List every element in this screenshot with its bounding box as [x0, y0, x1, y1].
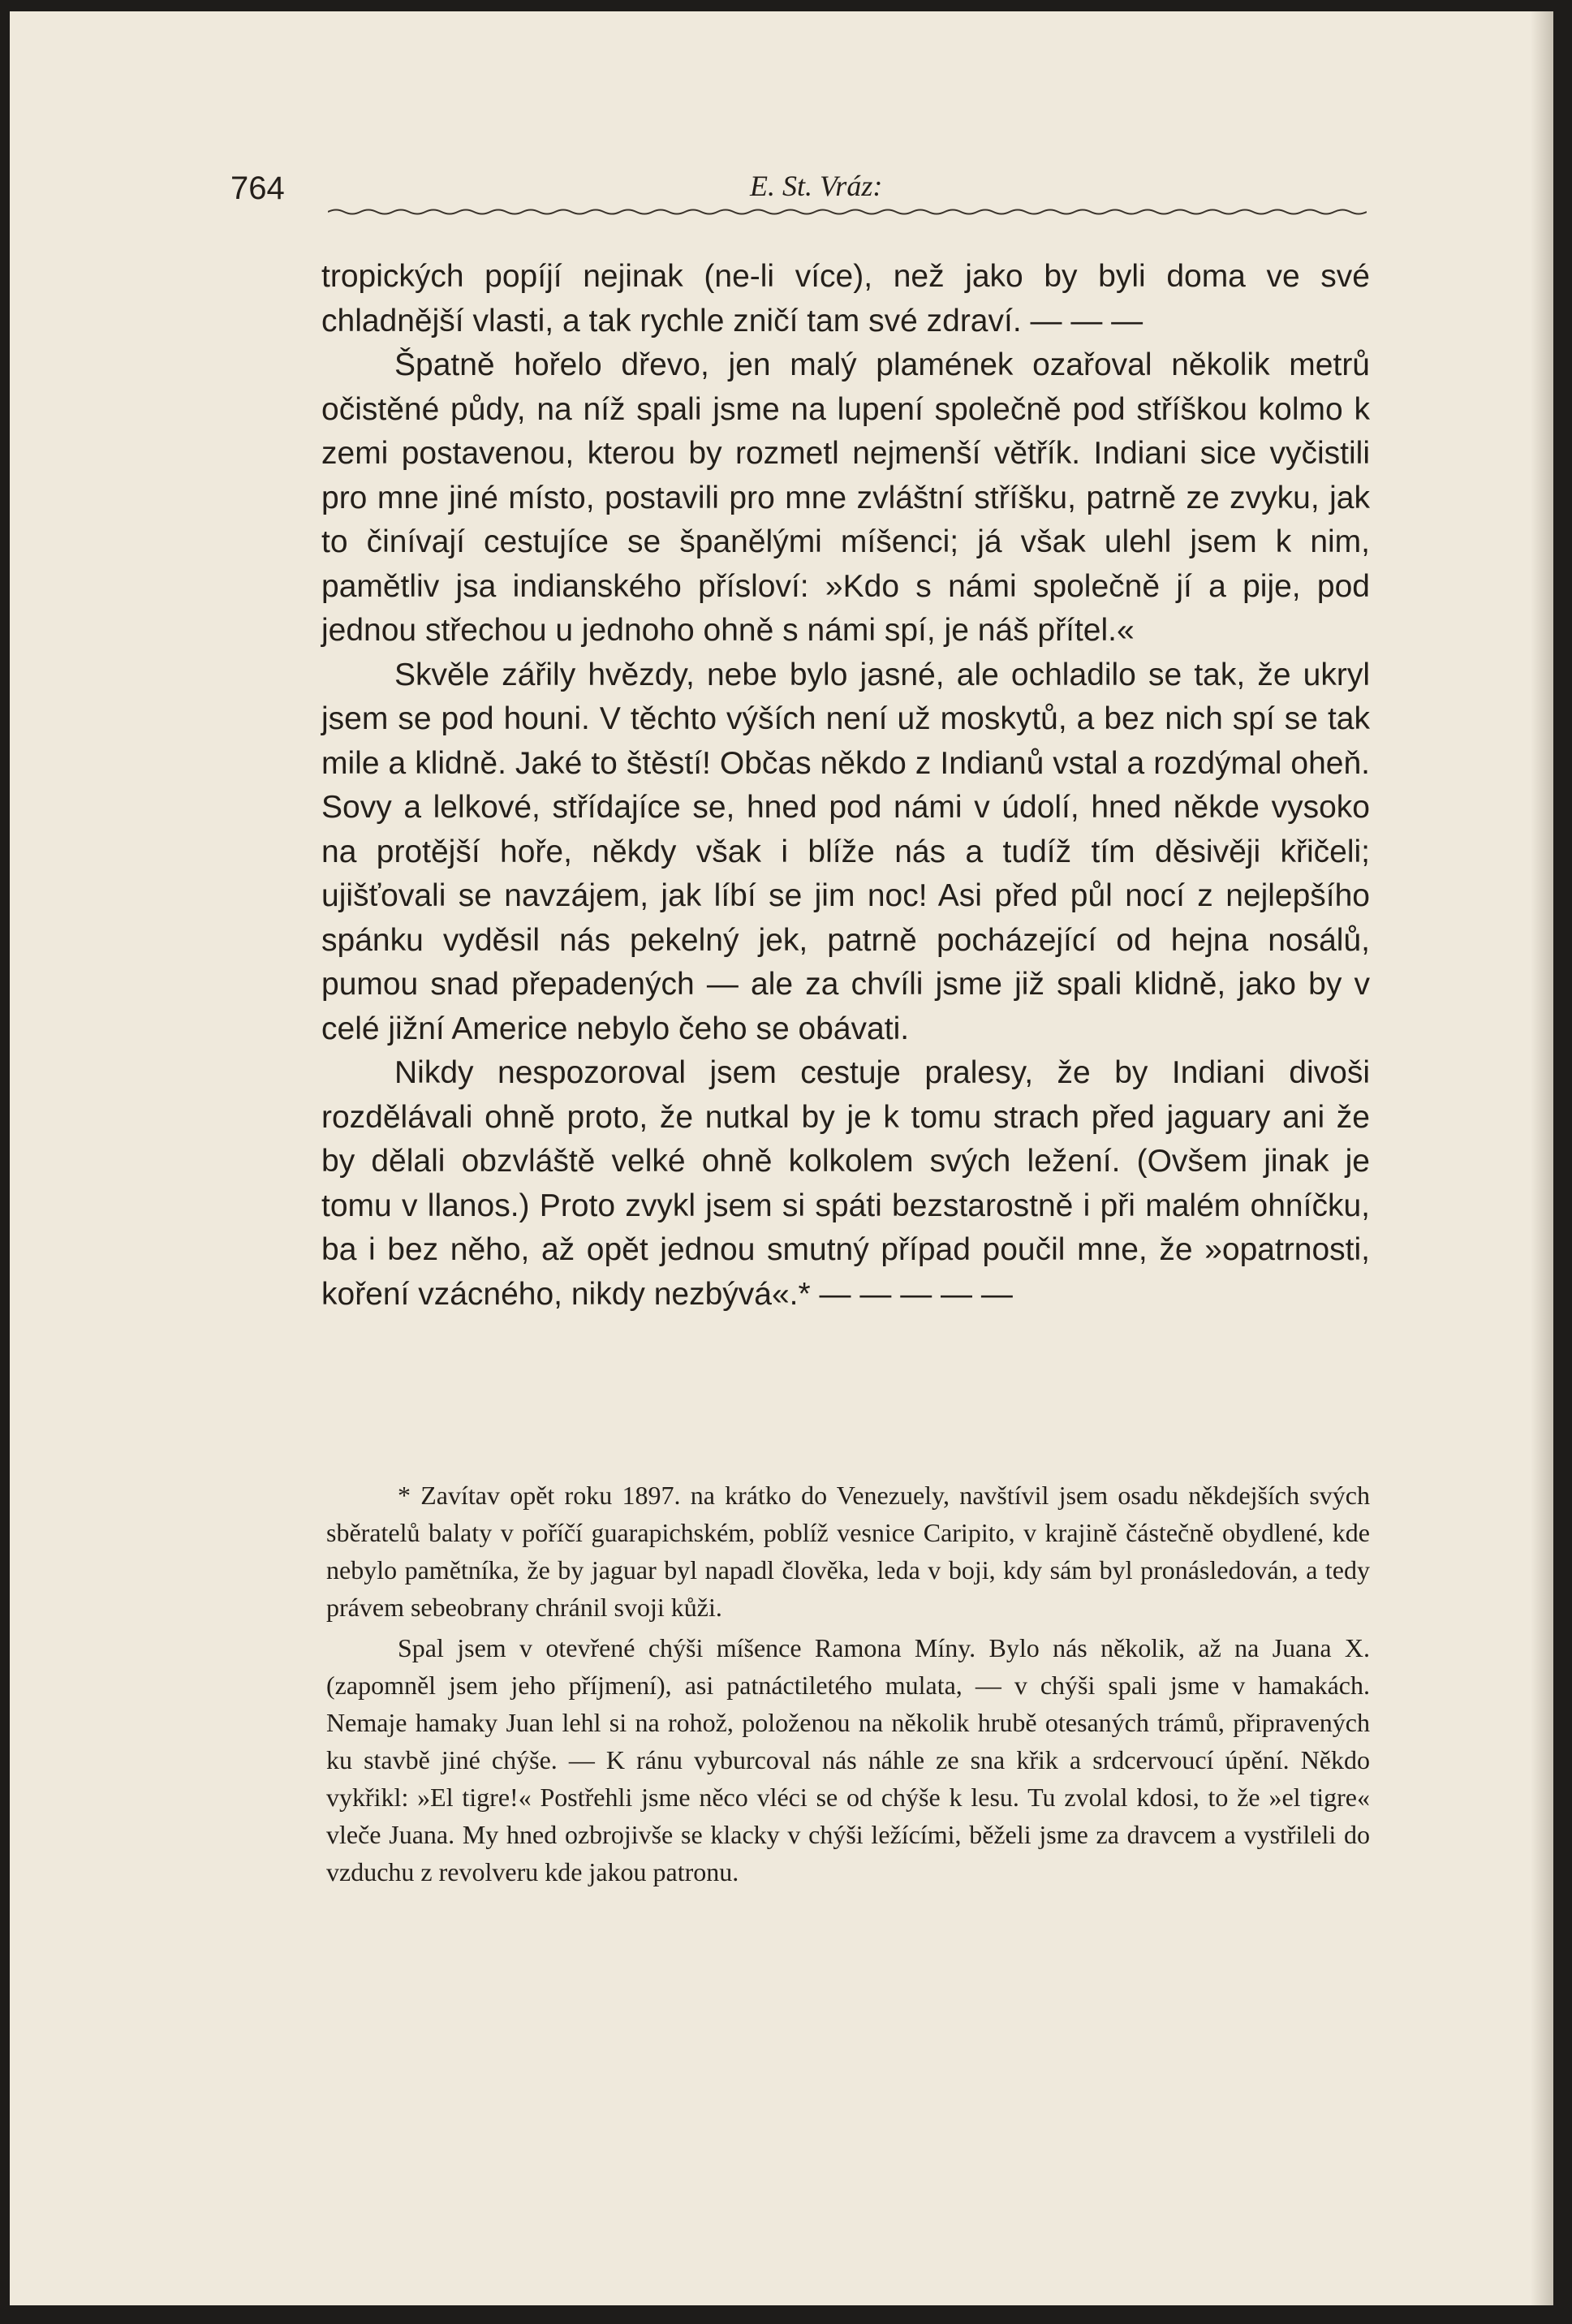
main-text	[321, 255, 1370, 1317]
body-paragraph: Skvěle zářily hvězdy, nebe bylo jasné, ale ochladilo se tak, že ukryl jsem se pod houni. V těchto výších není už moskytů, a bez nich spí se tak mile a klidně. Jaké to štěstí! Občas někdo z Indianů vstal a rozdýmal oheň. Sovy a lelkové, střídajíce se, hned pod námi v údolí, hned někde vysoko na protější hoře, někdy však i blíže nás a tudíž tím děsivěji křičeli; ujišťovali se navzájem, jak líbí se jim noc! Asi před půl nocí z nejlepšího spánku vyděsil nás pekelný jek, patrně pocházející od hejna nosálů, pumou snad přepadených — ale za chvíli jsme již spali klidně, jako by v celé jižní Americe nebylo čeho se obávati.	[321, 657, 1370, 1046]
running-title: E. St. Vráz:	[750, 170, 883, 202]
body-paragraph: Nikdy nespozoroval jsem cestuje pralesy, že by Indiani divoši rozdělávali ohně proto, že nutkal by je k tomu strach před jaguary ani že by dělali obzvláště velké ohně kolkolem svých ležení. (Ovšem jinak je tomu v llanos.) Proto zvykl jsem si spáti bezstarostně i při malém ohníčku, ba i bez něho, až opět jednou smutný případ poučil mne, že »opatrnosti, koření vzácného, nikdy nezbývá«.* — — — — —	[321, 1055, 1370, 1312]
running-head	[230, 162, 1367, 219]
footnote-paragraph: Spal jsem v otevřené chýši míšence Ramona Míny. Bylo nás několik, až na Juana X. (zapomněl jsem jeho příjmení), asi patnáctiletého mulata, — v chýši spali jsme v hamakách. Nemaje hamaky Juan lehl si na rohož, položenou na několik hrubě otesaných trámů, připravených ku stavbě jiné chýše. — K ránu vyburcoval nás náhle ze sna křik a srdcervoucí úpění. Někdo vykřikl: »El tigre!« Postřehli jsme něco vléci se od chýše k lesu. Tu zvolal kdosi, to že »el tigre« vleče Juana. My hned ozbrojivše se klacky v chýši ležícími, běželi jsme za dravcem a vystřileli do vzduchu z revolveru kde jakou patronu.	[326, 1633, 1370, 1886]
book-page	[10, 11, 1553, 2305]
page-number: 764	[230, 170, 285, 206]
decorative-wavy-rule	[328, 208, 1367, 216]
footnote-paragraph: * Zavítav opět roku 1897. na krátko do Venezuely, navštívil jsem osadu někdejších svých sběratelů balaty v poříčí guarapichském, poblíž vesnice Caripito, v krajině částečně obydlené, kde nebylo pamětníka, že by jaguar byl napadl člověka, leda v boji, kdy sám byl pronásledován, a tedy právem sebeobrany chránil svoji kůži.	[326, 1481, 1370, 1622]
footnote-block	[326, 1477, 1370, 1894]
body-paragraph: Špatně hořelo dřevo, jen malý plamének ozařoval několik metrů očistěné půdy, na níž spali jsme na lupení společně pod stříškou kolmo k zemi postavenou, kterou by rozmetl nejmenší větřík. Indiani sice vyčistili pro mne jiné místo, postavili pro mne zvláštní stříšku, patrně ze zvyku, jak to činívají cestujíce se španělými míšenci; já však ulehl jsem k nim, pamětliv jsa indianského přísloví: »Kdo s námi společně jí a pije, pod jednou střechou u jednoho ohně s námi spí, je náš přítel.«	[321, 347, 1370, 648]
body-paragraph: tropických popíjí nejinak (ne-li více), než jako by byli doma ve své chladnější vlasti, a tak rychle zničí tam své zdraví. — — —	[321, 259, 1370, 338]
